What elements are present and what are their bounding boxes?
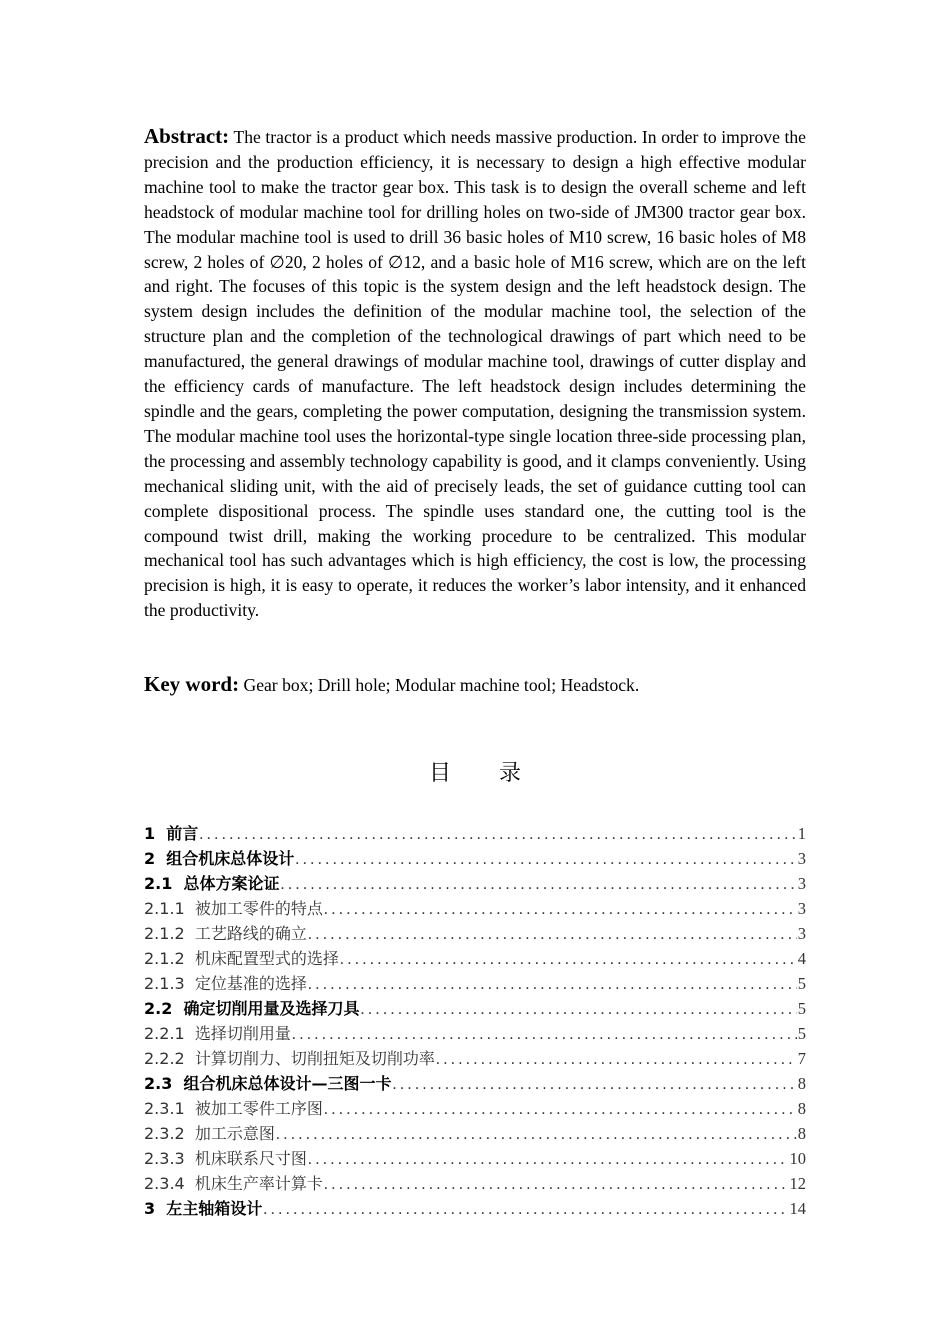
keywords-text: Gear box; Drill hole; Modular machine tool; Headstock. <box>243 675 640 695</box>
toc-entry-title: 被加工零件的特点 <box>194 899 323 918</box>
toc-entry-page: 8 <box>797 1074 806 1093</box>
toc-entry[interactable] <box>144 1146 806 1171</box>
toc-entry[interactable] <box>144 846 806 871</box>
toc-entry-number: 2 <box>144 849 167 868</box>
toc-entry-number: 2.1 <box>144 874 184 893</box>
toc-entry[interactable] <box>144 821 806 846</box>
toc-entry-title: 定位基准的选择 <box>194 974 307 993</box>
keywords-paragraph <box>144 670 806 699</box>
keywords-label: Key word: <box>144 672 240 696</box>
abstract-paragraph <box>144 124 806 623</box>
table-of-contents <box>144 821 806 1221</box>
toc-dot-leader <box>276 1122 797 1146</box>
toc-entry[interactable] <box>144 1046 806 1071</box>
toc-entry-number: 2.3.3 <box>144 1149 195 1168</box>
toc-title: 目录 <box>428 761 569 786</box>
toc-dot-leader <box>281 872 797 896</box>
toc-entry-number: 2.1.2 <box>144 924 195 943</box>
toc-entry-number: 2.1.2 <box>144 949 195 968</box>
toc-entry-number: 2.2.1 <box>144 1024 195 1043</box>
toc-entry-page: 3 <box>797 849 806 868</box>
toc-entry-page: 3 <box>797 899 806 918</box>
toc-dot-leader <box>340 947 797 971</box>
toc-entry-number: 2.3.4 <box>144 1174 195 1193</box>
toc-entry-number: 1 <box>144 824 167 843</box>
toc-entry[interactable] <box>144 1021 806 1046</box>
toc-dot-leader <box>263 1197 788 1221</box>
toc-dot-leader <box>393 1072 797 1096</box>
toc-entry-title: 组合机床总体设计—三图一卡 <box>183 1074 392 1093</box>
toc-dot-leader <box>308 972 797 996</box>
toc-dot-leader <box>361 997 797 1021</box>
toc-entry-title: 确定切削用量及选择刀具 <box>183 999 360 1018</box>
toc-entry-title: 总体方案论证 <box>183 874 280 893</box>
toc-entry-number: 2.2 <box>144 999 184 1018</box>
toc-entry-title: 被加工零件工序图 <box>194 1099 323 1118</box>
toc-entry-number: 2.3.2 <box>144 1124 195 1143</box>
toc-entry-number: 2.3.1 <box>144 1099 195 1118</box>
toc-entry-title: 左主轴箱设计 <box>166 1199 263 1218</box>
abstract-label: Abstract: <box>144 124 230 148</box>
toc-dot-leader <box>308 1147 789 1171</box>
toc-entry-page: 14 <box>789 1199 806 1218</box>
toc-entry-number: 2.3 <box>144 1074 184 1093</box>
toc-entry[interactable] <box>144 896 806 921</box>
toc-entry[interactable] <box>144 871 806 896</box>
toc-dot-leader <box>295 847 796 871</box>
toc-entry-number: 2.1.3 <box>144 974 195 993</box>
toc-entry[interactable] <box>144 946 806 971</box>
toc-entry[interactable] <box>144 1096 806 1121</box>
toc-entry-page: 1 <box>797 824 806 843</box>
toc-dot-leader <box>436 1047 797 1071</box>
toc-entry[interactable] <box>144 1071 806 1096</box>
toc-dot-leader <box>199 822 796 846</box>
toc-entry-title: 机床生产率计算卡 <box>194 1174 323 1193</box>
toc-dot-leader <box>324 1097 797 1121</box>
toc-entry[interactable] <box>144 996 806 1021</box>
toc-entry-page: 8 <box>797 1124 806 1143</box>
toc-entry-page: 7 <box>797 1049 806 1068</box>
toc-entry-page: 3 <box>797 874 806 893</box>
toc-entry-title: 选择切削用量 <box>194 1024 291 1043</box>
toc-entry-page: 4 <box>797 949 806 968</box>
toc-entry-number: 2.1.1 <box>144 899 195 918</box>
toc-entry[interactable] <box>144 921 806 946</box>
toc-dot-leader <box>308 922 797 946</box>
toc-dot-leader <box>324 897 797 921</box>
toc-entry-page: 3 <box>797 924 806 943</box>
toc-entry[interactable] <box>144 1171 806 1196</box>
toc-entry-page: 5 <box>797 1024 806 1043</box>
toc-entry-page: 8 <box>797 1099 806 1118</box>
toc-entry[interactable] <box>144 1196 806 1221</box>
toc-entry-title: 前言 <box>166 824 199 843</box>
toc-entry-page: 5 <box>797 999 806 1018</box>
toc-dot-leader <box>324 1172 789 1196</box>
toc-entry-number: 2.2.2 <box>144 1049 195 1068</box>
toc-entry-title: 组合机床总体设计 <box>166 849 295 868</box>
toc-entry-title: 机床配置型式的选择 <box>194 949 339 968</box>
toc-entry-title: 工艺路线的确立 <box>194 924 307 943</box>
toc-entry-page: 5 <box>797 974 806 993</box>
toc-entry-page: 12 <box>789 1174 806 1193</box>
toc-entry-page: 10 <box>789 1149 806 1168</box>
toc-entry[interactable] <box>144 1121 806 1146</box>
toc-entry-title: 加工示意图 <box>194 1124 275 1143</box>
abstract-text: The tractor is a product which needs massive production. In order to improve the precision and the production efficiency, it is necessary to design a high effective modular machine tool to make the tractor gear box. This task is to design the overall scheme and left headstock of modular machine tool for drilling holes on two-side of JM300 tractor gear box. The modular machine tool is used to drill 36 basic holes of M10 screw, 16 basic holes of M8 screw, 2 holes of ∅20, 2 holes of ∅12, and a basic hole of M16 screw, which are on the left and right. The focuses of this topic is the system design and the left headstock design. The system design includes the definition of the modular machine tool, the selection of the structure plan and the completion of the technological drawings of part which need to be manufactured, the general drawings of modular machine tool, drawings of cutter display and the efficiency cards of manufacture. The left headstock design includes determining the spindle and the gears, completing the power computation, designing the transmission system. The modular machine tool uses the horizontal-type single location three-side processing plan, the processing and assembly technology capability is good, and it clamps conveniently. Using mechanical sliding unit, with the aid of precisely leads, the set of guidance cutting tool can complete dispositional process. The spindle uses standard one, the cutting tool is the compound twist drill, making the working procedure to be centralized. This modular mechanical tool has such advantages which is high efficiency, the cost is low, the processing precision is high, it is easy to operate, it reduces the worker’s labor intensity, and it enhanced the productivity. <box>144 127 806 621</box>
toc-entry-title: 机床联系尺寸图 <box>194 1149 307 1168</box>
toc-entry-title: 计算切削力、切削扭矩及切削功率 <box>194 1049 435 1068</box>
toc-dot-leader <box>292 1022 797 1046</box>
toc-entry[interactable] <box>144 971 806 996</box>
toc-entry-number: 3 <box>144 1199 167 1218</box>
